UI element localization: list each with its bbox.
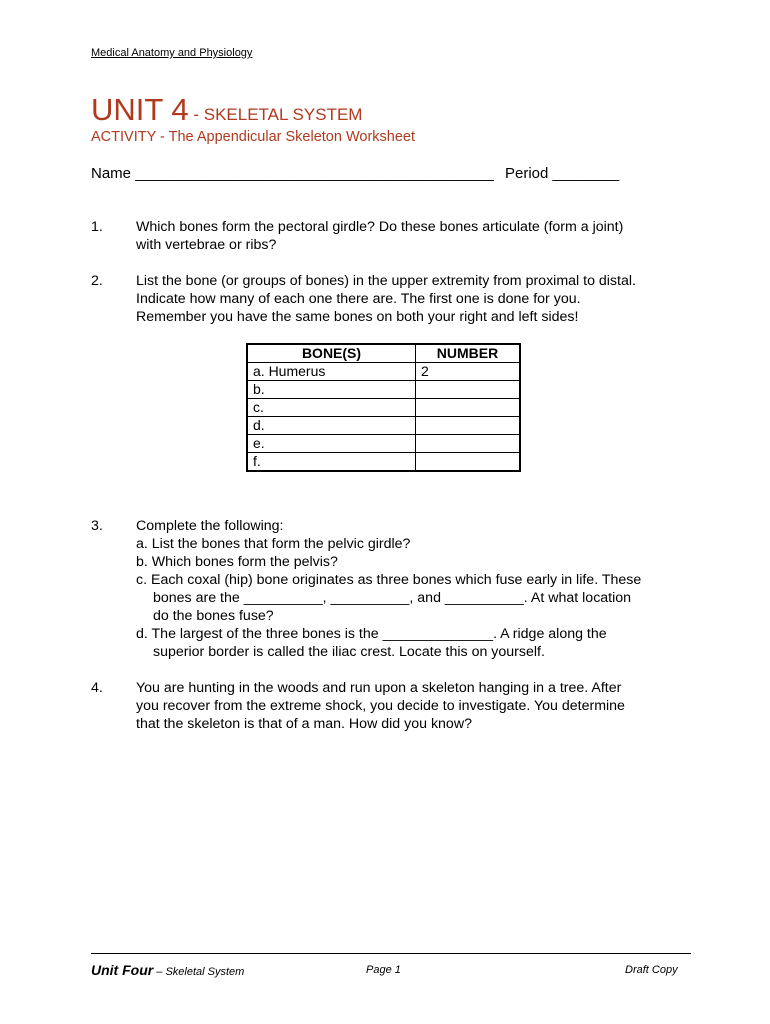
footer-unit (91, 962, 244, 978)
bone-cell: b. (247, 381, 416, 399)
question-line: b. Which bones form the pelvis? (136, 554, 338, 570)
table-header-row (247, 344, 520, 363)
question-text (136, 517, 696, 661)
question-text (136, 679, 696, 733)
question-line: do the bones fuse? (153, 608, 274, 624)
question-line: with vertebrae or ribs? (136, 237, 277, 253)
table-row (247, 435, 520, 453)
bone-cell: e. (247, 435, 416, 453)
question-number: 3. (91, 518, 103, 534)
bones-table (246, 343, 521, 472)
question-line: that the skeleton is that of a man. How did you know? (136, 716, 472, 732)
question-line: Indicate how many of each one there are. The first one is done for you. (136, 291, 581, 307)
question-line: superior border is called the iliac crest. Locate this on yourself. (153, 644, 545, 660)
footer-page-number: Page 1 (366, 964, 401, 976)
course-header: Medical Anatomy and Physiology (91, 47, 253, 59)
bones-column-header: BONE(S) (247, 344, 416, 363)
question-number: 2. (91, 273, 103, 289)
number-cell (416, 399, 521, 417)
number-cell (416, 435, 521, 453)
table-row (247, 363, 520, 381)
question-text (136, 218, 696, 254)
footer-section: – Skeletal System (153, 966, 245, 978)
question-line: List the bone (or groups of bones) in the upper extremity from proximal to distal. (136, 273, 636, 289)
footer-divider (91, 953, 691, 954)
question-line: Complete the following: (136, 518, 284, 534)
question-line: you recover from the extreme shock, you decide to investigate. You determine (136, 698, 625, 714)
table-row (247, 417, 520, 435)
period-field: Period ________ (505, 165, 620, 182)
question-line: Which bones form the pectoral girdle? Do these bones articulate (form a joint) (136, 219, 624, 235)
table-row (247, 453, 520, 472)
number-column-header: NUMBER (416, 344, 521, 363)
question-line: d. The largest of the three bones is the ______________. A ridge along the (136, 626, 607, 642)
bone-cell: d. (247, 417, 416, 435)
question-line: You are hunting in the woods and run upon a skeleton hanging in a tree. After (136, 680, 622, 696)
bone-cell: f. (247, 453, 416, 472)
bone-cell: a. Humerus (247, 363, 416, 381)
unit-topic: - SKELETAL SYSTEM (188, 105, 363, 124)
question-line: bones are the __________, __________, and __________. At what location (153, 590, 632, 606)
footer-unit-name: Unit Four (91, 962, 154, 978)
table-row (247, 399, 520, 417)
number-cell: 2 (416, 363, 521, 381)
question-text (136, 272, 696, 326)
number-cell (416, 381, 521, 399)
number-cell (416, 417, 521, 435)
footer-status: Draft Copy (625, 964, 678, 976)
bone-cell: c. (247, 399, 416, 417)
table-row (247, 381, 520, 399)
page-title (91, 92, 362, 128)
question-line: a. List the bones that form the pelvic girdle? (136, 536, 411, 552)
activity-subtitle: ACTIVITY - The Appendicular Skeleton Worksheet (91, 129, 415, 145)
question-number: 4. (91, 680, 103, 696)
question-line: Remember you have the same bones on both your right and left sides! (136, 309, 579, 325)
name-field: Name ___________________________________________ (91, 165, 494, 182)
number-cell (416, 453, 521, 472)
question-number: 1. (91, 219, 103, 235)
question-line: c. Each coxal (hip) bone originates as three bones which fuse early in life. These (136, 572, 642, 588)
name-period-row (91, 165, 631, 182)
unit-title: UNIT 4 (91, 92, 189, 127)
